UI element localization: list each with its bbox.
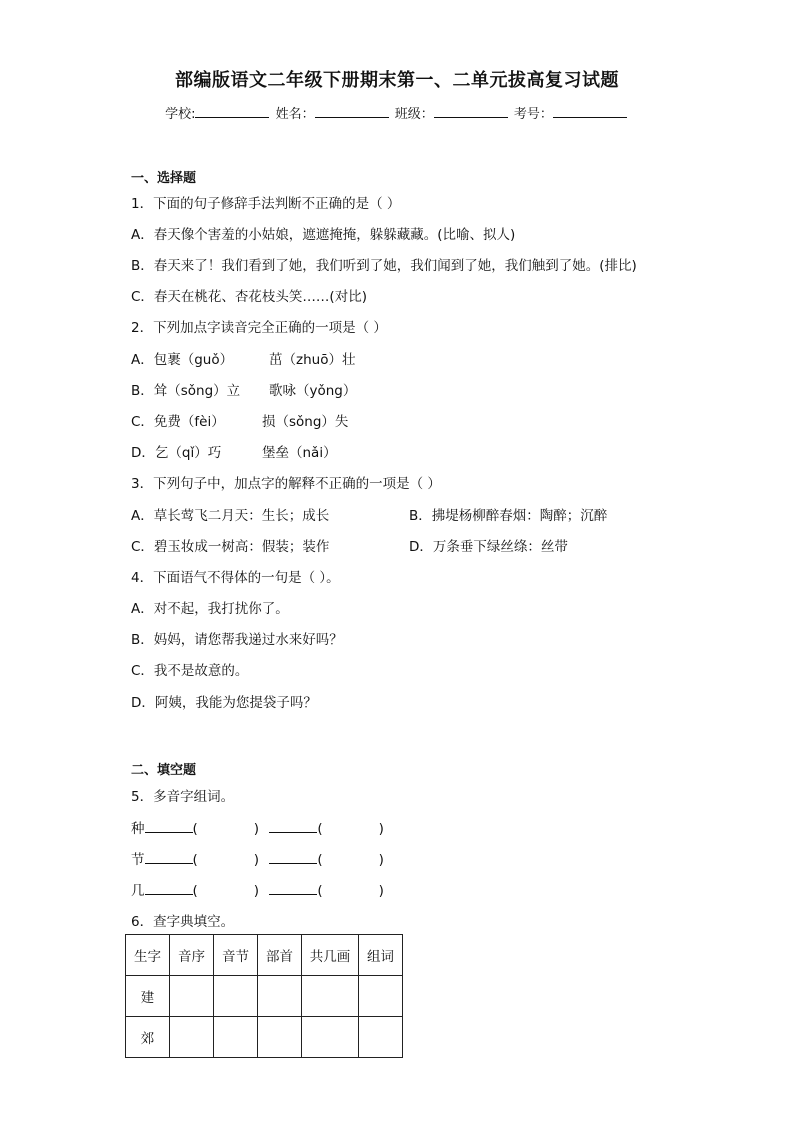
question-4-option-c: C．我不是故意的。 xyxy=(131,663,249,679)
name-label: 姓名： xyxy=(275,107,315,122)
table-cell-char: 建 xyxy=(126,976,170,1017)
open-paren: ( xyxy=(192,852,198,868)
option-b-word2: 歌咏（yǒng） xyxy=(269,383,357,399)
question-5-stem: 5．多音字组词。 xyxy=(131,789,235,805)
table-cell[interactable] xyxy=(302,976,359,1017)
question-3-option-c: C．碧玉妆成一树高：假装；装作 xyxy=(131,539,330,555)
polyphone-row xyxy=(131,879,384,899)
table-header: 共几画 xyxy=(302,935,359,976)
question-4-option-a: A．对不起，我打扰你了。 xyxy=(131,601,289,617)
question-2-option-c xyxy=(131,410,348,430)
option-d-word2: 堡垒（nǎi） xyxy=(262,445,337,461)
answer-blank[interactable] xyxy=(145,851,193,864)
section-heading-choice: 一、选择题 xyxy=(131,171,197,186)
answer-blank[interactable] xyxy=(269,882,317,895)
option-c-word2: 损（sǒng）失 xyxy=(262,414,349,430)
table-cell[interactable] xyxy=(359,976,403,1017)
option-b-word1: B．耸（sǒng）立 xyxy=(131,383,241,399)
close-paren: ) xyxy=(253,883,260,899)
dictionary-table xyxy=(125,934,403,1058)
school-blank[interactable] xyxy=(195,105,269,118)
question-3-option-a: A．草长莺飞二月天：生长；成长 xyxy=(131,508,330,524)
question-6-stem: 6．查字典填空。 xyxy=(131,914,235,930)
question-1-option-b: B．春天来了！我们看到了她，我们听到了她，我们闻到了她，我们触到了她。(排比) xyxy=(131,258,637,274)
page-title: 部编版语文二年级下册期末第一、二单元拔高复习试题 xyxy=(175,70,619,91)
table-cell[interactable] xyxy=(258,1017,302,1058)
class-blank[interactable] xyxy=(434,105,508,118)
question-1-stem: 1．下面的句子修辞手法判断不正确的是（ ） xyxy=(131,196,401,212)
question-3-option-b: B．拂堤杨柳醉春烟：陶醉；沉醉 xyxy=(409,508,608,524)
exam-number-blank[interactable] xyxy=(553,105,627,118)
question-4-option-b: B．妈妈，请您帮我递过水来好吗？ xyxy=(131,632,343,648)
option-c-word1: C．免费（fèi） xyxy=(131,414,225,430)
answer-blank[interactable] xyxy=(145,820,193,833)
close-paren: ) xyxy=(378,821,384,837)
table-cell[interactable] xyxy=(170,1017,214,1058)
open-paren: ( xyxy=(192,883,198,899)
table-header: 音序 xyxy=(170,935,214,976)
close-paren: ) xyxy=(378,852,384,868)
table-row xyxy=(126,1017,403,1058)
table-header: 音节 xyxy=(214,935,258,976)
option-d-word1: D．乞（qǐ）巧 xyxy=(131,445,222,461)
section-heading-fill: 二、填空题 xyxy=(131,763,197,778)
table-header-row xyxy=(126,935,403,976)
polyphone-row xyxy=(131,817,384,837)
open-paren: ( xyxy=(192,821,198,837)
question-4-stem: 4．下面语气不得体的一句是（ ）。 xyxy=(131,570,340,586)
student-info-line xyxy=(0,103,794,122)
answer-blank[interactable] xyxy=(145,882,193,895)
question-3-stem: 3．下列句子中，加点字的解释不正确的一项是（ ） xyxy=(131,476,441,492)
table-header: 组词 xyxy=(359,935,403,976)
table-cell[interactable] xyxy=(214,1017,258,1058)
question-2-option-d xyxy=(131,441,337,461)
answer-blank[interactable] xyxy=(269,820,317,833)
question-2-option-b xyxy=(131,379,356,399)
polyphone-row xyxy=(131,848,384,868)
school-label: 学校: xyxy=(165,107,196,122)
question-2-stem: 2．下列加点字读音完全正确的一项是（ ） xyxy=(131,320,387,336)
class-label: 班级： xyxy=(394,107,434,122)
close-paren: ) xyxy=(378,883,384,899)
close-paren: ) xyxy=(253,821,260,837)
answer-blank[interactable] xyxy=(269,851,317,864)
table-cell-char: 郊 xyxy=(126,1017,170,1058)
exam-number-label: 考号： xyxy=(513,107,553,122)
open-paren: ( xyxy=(317,821,323,837)
question-1-option-a: A．春天像个害羞的小姑娘，遮遮掩掩，躲躲藏藏。(比喻、拟人) xyxy=(131,227,516,243)
table-cell[interactable] xyxy=(359,1017,403,1058)
option-a-word2: 茁（zhuō）壮 xyxy=(269,352,356,368)
table-header: 部首 xyxy=(258,935,302,976)
question-4-option-d: D．阿姨，我能为您提袋子吗？ xyxy=(131,695,317,711)
table-cell[interactable] xyxy=(302,1017,359,1058)
option-a-word1: A．包裹（guǒ） xyxy=(131,352,234,368)
question-3-option-d: D．万条垂下绿丝绦：丝带 xyxy=(409,539,568,555)
polyphone-char: 种 xyxy=(131,821,145,837)
table-row xyxy=(126,976,403,1017)
table-cell[interactable] xyxy=(170,976,214,1017)
polyphone-char: 几 xyxy=(131,883,145,899)
open-paren: ( xyxy=(317,883,323,899)
close-paren: ) xyxy=(253,852,260,868)
table-cell[interactable] xyxy=(214,976,258,1017)
table-cell[interactable] xyxy=(258,976,302,1017)
question-2-option-a xyxy=(131,348,355,368)
open-paren: ( xyxy=(317,852,323,868)
polyphone-char: 节 xyxy=(131,852,145,868)
table-header: 生字 xyxy=(126,935,170,976)
question-1-option-c: C．春天在桃花、杏花枝头笑……(对比) xyxy=(131,289,367,305)
name-blank[interactable] xyxy=(315,105,389,118)
